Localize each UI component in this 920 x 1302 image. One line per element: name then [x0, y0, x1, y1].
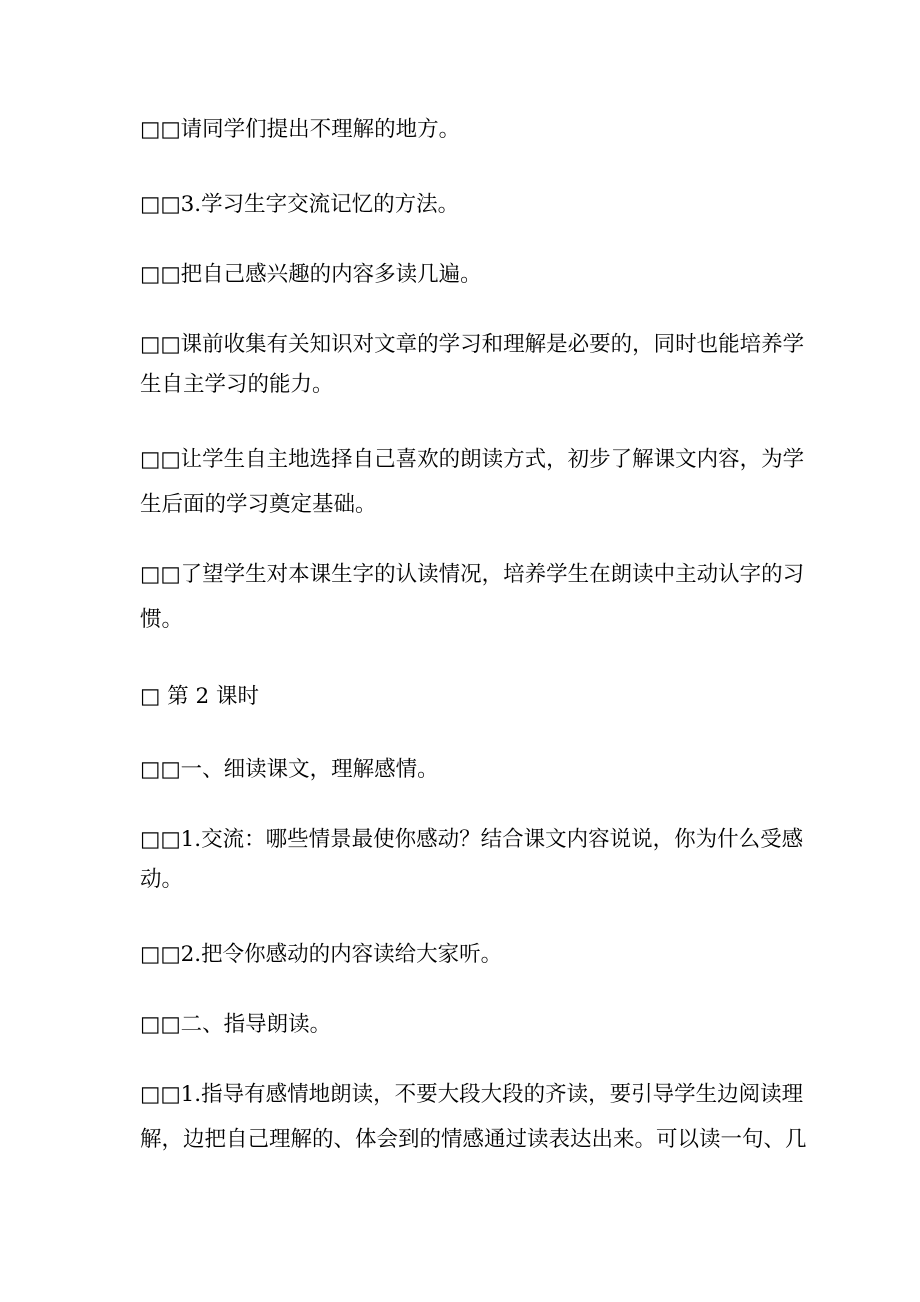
text-line: 惯。	[140, 607, 184, 632]
text-line: □□了望学生对本课生字的认读情况，培养学生在朗读中主动认字的习	[140, 562, 805, 587]
text-line: □□让学生自主地选择自己喜欢的朗读方式，初步了解课文内容，为学	[140, 447, 805, 472]
text-line: □□3.学习生字交流记忆的方法。	[140, 192, 460, 217]
text-line: 解，边把自己理解的、体会到的情感通过读表达出来。可以读一句、几	[140, 1127, 807, 1152]
text-line: 动。	[140, 867, 184, 892]
text-line: □□把自己感兴趣的内容多读几遍。	[140, 262, 482, 287]
text-line: □□一、细读课文，理解感情。	[140, 757, 439, 782]
text-line: □□课前收集有关知识对文章的学习和理解是必要的，同时也能培养学	[140, 332, 805, 357]
text-line: □□1.交流：哪些情景最使你感动？结合课文内容说说，你为什么受感	[140, 827, 804, 852]
text-line: 生后面的学习奠定基础。	[140, 492, 377, 517]
text-line: 生自主学习的能力。	[140, 372, 334, 397]
text-line: □□2.把令你感动的内容读给大家听。	[140, 942, 503, 967]
section-heading: □ 第 2 课时	[140, 684, 259, 709]
text-line: □□1.指导有感情地朗读，不要大段大段的齐读，要引导学生边阅读理	[140, 1082, 804, 1107]
text-line: □□请同学们提出不理解的地方。	[140, 117, 461, 142]
text-line: □□二、指导朗读。	[140, 1012, 332, 1037]
